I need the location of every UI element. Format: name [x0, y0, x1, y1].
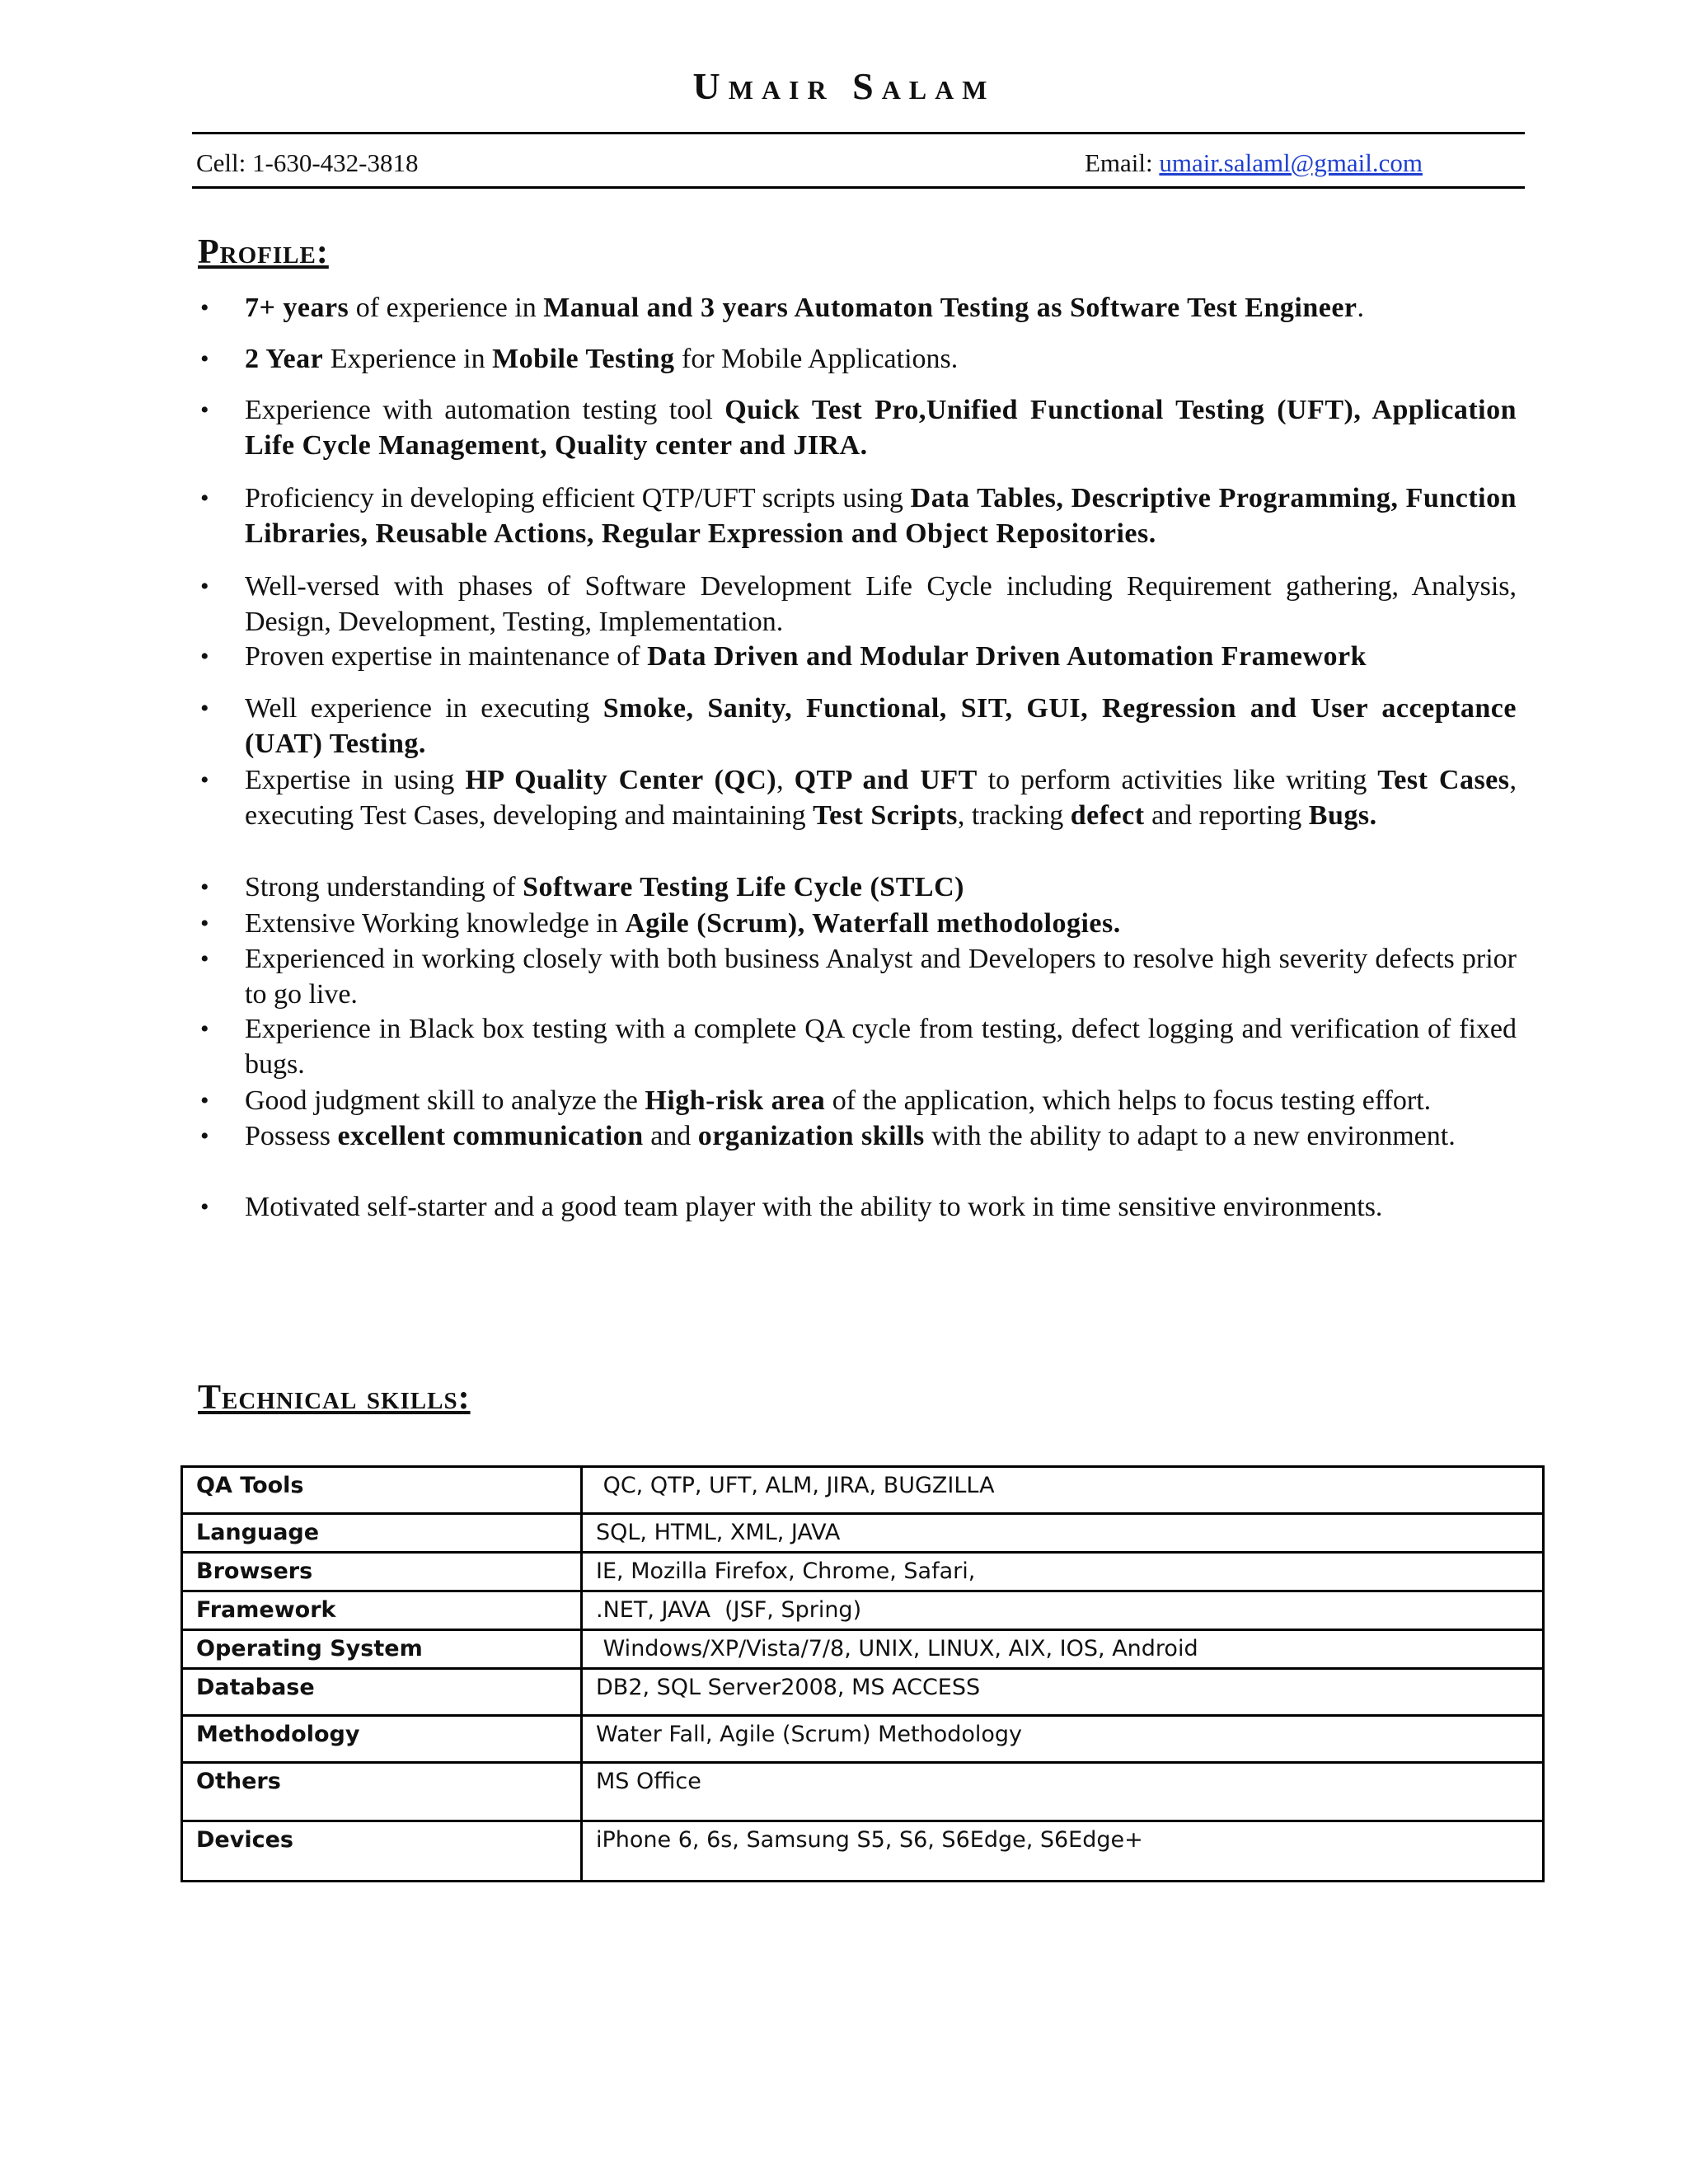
skill-values: MS Office: [582, 1763, 1544, 1821]
profile-item: • Well-versed with phases of Software Development Life Cycle including Requirement gathering, Analysis, Design, Development, Testing, Implementation.: [245, 569, 1517, 640]
profile-item: • Experienced in working closely with both business Analyst and Developers to resolve high severity defects prior to go live.: [245, 941, 1517, 1012]
skill-category: Methodology: [182, 1716, 582, 1763]
skill-category: Browsers: [182, 1553, 582, 1591]
email-label: Email:: [1085, 148, 1153, 177]
profile-item: • Extensive Working knowledge in Agile (Scrum), Waterfall methodologies.: [245, 906, 1517, 941]
table-row: [182, 1591, 1544, 1630]
skill-values: .NET, JAVA (JSF, Spring): [582, 1591, 1544, 1630]
profile-item: • Strong understanding of Software Testing Life Cycle (STLC): [245, 869, 1517, 905]
profile-item: • Proficiency in developing efficient QTP/UFT scripts using Data Tables, Descriptive Programming, Function Libraries, Reusable Actions, Regular Expression and Object Repositories.: [245, 480, 1517, 551]
technical-skills-table: [181, 1465, 1545, 1882]
candidate-name: Umair Salam: [692, 65, 996, 107]
skill-values: SQL, HTML, XML, JAVA: [582, 1514, 1544, 1553]
skill-category: Operating System: [182, 1630, 582, 1669]
profile-item: • 7+ years of experience in Manual and 3 years Automaton Testing as Software Test Engineer.: [245, 290, 1517, 326]
profile-item: • Motivated self-starter and a good team player with the ability to work in time sensitive environments.: [245, 1189, 1517, 1225]
skill-category: Devices: [182, 1821, 582, 1882]
skill-category: QA Tools: [182, 1467, 582, 1514]
profile-item: • Possess excellent communication and organization skills with the ability to adapt to a new environment.: [245, 1118, 1517, 1154]
skill-values: IE, Mozilla Firefox, Chrome, Safari,: [582, 1553, 1544, 1591]
table-row: [182, 1630, 1544, 1669]
skill-category: Others: [182, 1763, 582, 1821]
profile-item: • Experience in Black box testing with a complete QA cycle from testing, defect logging and verification of fixed bugs.: [245, 1011, 1517, 1082]
technical-skills-heading: Technical skills:: [198, 1379, 471, 1417]
email-link[interactable]: umair.salaml@gmail.com: [1159, 148, 1423, 177]
profile-item: • 2 Year Experience in Mobile Testing for Mobile Applications.: [245, 341, 1517, 377]
profile-item: • Good judgment skill to analyze the High-risk area of the application, which helps to focus testing effort.: [245, 1083, 1517, 1118]
skill-category: Database: [182, 1669, 582, 1716]
table-row: [182, 1553, 1544, 1591]
skill-values: iPhone 6, 6s, Samsung S5, S6, S6Edge, S6Edge+: [582, 1821, 1544, 1882]
profile-item: • Experience with automation testing tool Quick Test Pro,Unified Functional Testing (UFT), Application Life Cycle Management, Quality center and JIRA.: [245, 392, 1517, 463]
skill-category: Framework: [182, 1591, 582, 1630]
profile-item: • Well experience in executing Smoke, Sanity, Functional, SIT, GUI, Regression and User acceptance (UAT) Testing.: [245, 691, 1517, 762]
table-row: [182, 1716, 1544, 1763]
profile-item: • Proven expertise in maintenance of Data Driven and Modular Driven Automation Framework: [245, 639, 1517, 674]
profile-item: • Expertise in using HP Quality Center (QC), QTP and UFT to perform activities like writing Test Cases, executing Test Cases, developing and maintaining Test Scripts, tracking defect and reporting Bugs.: [245, 762, 1517, 833]
cell-number: 1-630-432-3818: [252, 148, 419, 177]
skill-category: Language: [182, 1514, 582, 1553]
table-row: [182, 1821, 1544, 1882]
table-row: [182, 1763, 1544, 1821]
table-row: [182, 1514, 1544, 1553]
cell-label: Cell:: [196, 148, 246, 177]
skill-values: DB2, SQL Server2008, MS ACCESS: [582, 1669, 1544, 1716]
table-row: [182, 1467, 1544, 1514]
skill-values: Windows/XP/Vista/7/8, UNIX, LINUX, AIX, IOS, Android: [582, 1630, 1544, 1669]
profile-heading: Profile:: [198, 233, 329, 271]
skill-values: QC, QTP, UFT, ALM, JIRA, BUGZILLA: [582, 1467, 1544, 1514]
table-row: [182, 1669, 1544, 1716]
skill-values: Water Fall, Agile (Scrum) Methodology: [582, 1716, 1544, 1763]
